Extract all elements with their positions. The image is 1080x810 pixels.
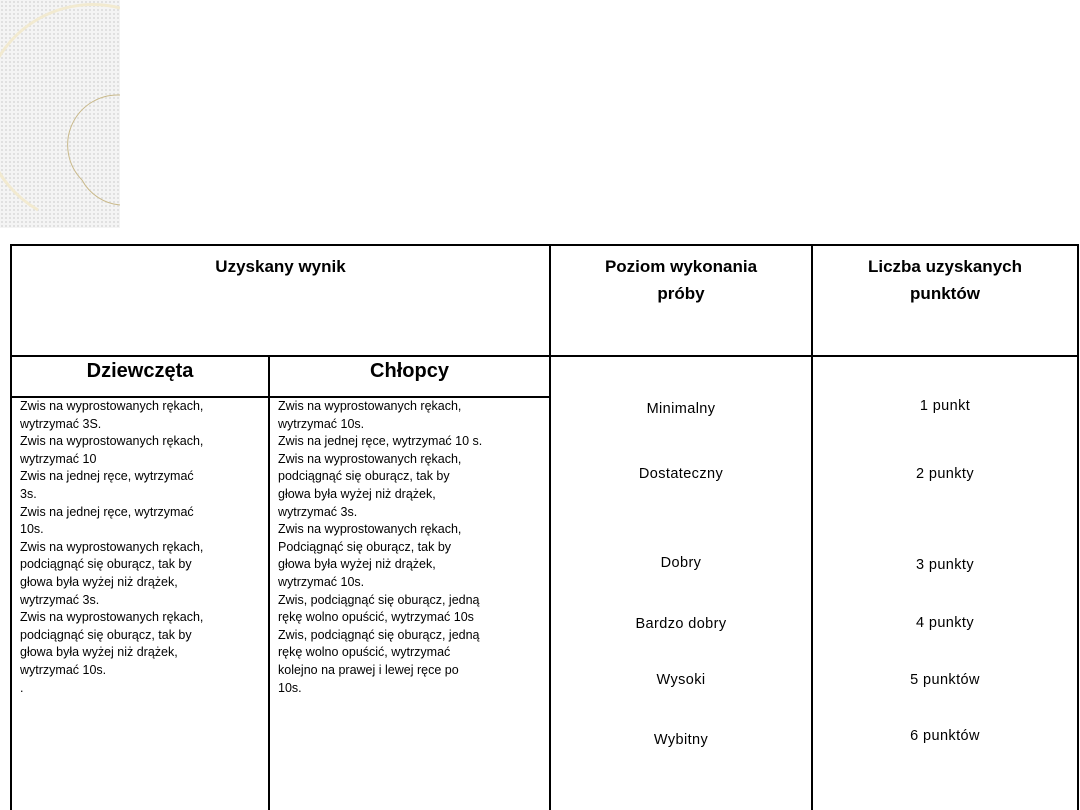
row-divider: [10, 355, 1079, 357]
points-label: 1 punkt: [919, 398, 971, 414]
level-label: Dostateczny: [638, 466, 724, 482]
points-label: 2 punkty: [915, 466, 974, 482]
level-label: Wysoki: [656, 672, 706, 688]
column-divider: [811, 244, 813, 810]
subheader-girls: Dziewczęta: [86, 360, 194, 382]
header-level: Poziom wykonania próby: [604, 257, 758, 303]
points-label: 6 punktów: [910, 728, 980, 744]
subheader-boys: Chłopcy: [370, 360, 449, 382]
column-divider: [268, 356, 270, 810]
header-result: Uzyskany wynik: [215, 257, 346, 276]
level-label: Bardzo dobry: [635, 616, 727, 632]
points-label: 3 punkty: [915, 557, 974, 573]
column-divider: [549, 244, 551, 810]
header-points: Liczba uzyskanych punktów: [867, 257, 1022, 303]
points-label: 4 punkty: [915, 615, 974, 631]
level-label: Dobry: [660, 555, 702, 571]
level-label: Minimalny: [646, 401, 716, 417]
decorative-arcs-icon: [0, 0, 120, 228]
level-label: Wybitny: [653, 732, 709, 748]
girls-requirements: Zwis na wyprostowanych rękach, wytrzymać 3S. Zwis na wyprostowanych rękach, wytrzymać 10 Zwis na jednej ręce, wytrzymać 3s. Zwis na jednej ręce, wytrzymać 10s. Zwis na wyprostowanych rękach, podciągnąć się oburącz, tak by głowa była wyżej niż drążek, wytrzymać 3s. Zwis na wyprostowanych rękach, podciągnąć się oburącz, tak by głowa była wyżej niż drążek, wytrzymać 10s. .: [20, 399, 204, 695]
boys-requirements: Zwis na wyprostowanych rękach, wytrzymać 10s. Zwis na jednej ręce, wytrzymać 10 s. Zwis na wyprostowanych rękach, podciągnąć się oburącz, tak by głowa była wyżej niż drążek, wytrzymać 3s. Zwis na wyprostowanych rękach, Podciągnąć się oburącz, tak by głowa była wyżej niż drążek, wytrzymać 10s. Zwis, podciągnąć się oburącz, jedną rękę wolno opuścić, wytrzymać 10s Zwis, podciągnąć się oburącz, jedną rękę wolno opuścić, wytrzymać kolejno na prawej i lewej ręce po 10s.: [278, 399, 483, 695]
points-label: 5 punktów: [910, 672, 980, 688]
decorative-pattern: [0, 0, 120, 228]
